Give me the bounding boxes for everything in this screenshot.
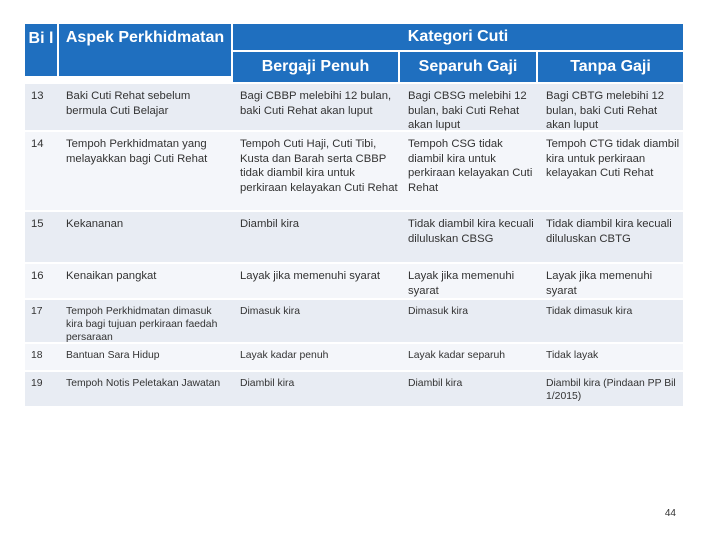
cell-aspek: Kekananan	[66, 218, 124, 230]
table-row-19	[25, 372, 683, 406]
table-row-16	[25, 264, 683, 298]
cell-aspek: Tempoh Perkhidmatan yang melayakkan bagi Cuti Rehat	[66, 138, 208, 165]
table-row-17	[25, 300, 683, 342]
header-bil-label: Bi l	[28, 30, 54, 47]
cell-tanpa-gaji: Tidak dimasuk kira	[546, 306, 633, 317]
cell-separuh-gaji: Tidak diambil kira kecuali diluluskan CBSG	[408, 218, 534, 245]
cell-bergaji-penuh: Tempoh Cuti Haji, Cuti Tibi, Kusta dan Barah serta CBBP tidak diambil kira untuk perkiraan kelayakan Cuti Rehat	[240, 138, 398, 194]
cell-bergaji-penuh: Dimasuk kira	[240, 306, 301, 317]
cell-separuh-gaji: Bagi CBSG melebihi 12 bulan, baki Cuti Rehat akan luput	[408, 90, 527, 131]
cell-tanpa-gaji: Diambil kira (Pindaan PP Bil 1/2015)	[546, 378, 676, 402]
cell-bil: 19	[31, 378, 43, 389]
cell-aspek: Tempoh Notis Peletakan Jawatan	[66, 378, 221, 389]
cell-aspek: Bantuan Sara Hidup	[66, 350, 160, 361]
cell-bergaji-penuh: Bagi CBBP melebihi 12 bulan, baki Cuti Rehat akan luput	[240, 90, 392, 117]
header-kategori-cuti	[233, 24, 683, 50]
table-row-14	[25, 132, 683, 210]
cell-bergaji-penuh: Layak kadar penuh	[240, 350, 329, 361]
header-aspek	[59, 24, 231, 76]
header-bil	[25, 24, 57, 76]
table-row-15	[25, 212, 683, 262]
header-aspek-label: Aspek Perkhidmatan	[65, 29, 225, 46]
header-bergaji-penuh	[233, 52, 398, 82]
table-row-13	[25, 84, 683, 130]
page-number: 44	[664, 508, 676, 519]
cell-tanpa-gaji: Tempoh CTG tidak diambil kira untuk perkiraan kelayakan Cuti Rehat	[546, 138, 680, 179]
cell-tanpa-gaji: Tidak layak	[546, 350, 599, 361]
cell-bergaji-penuh: Diambil kira	[240, 378, 295, 389]
cell-bil: 18	[31, 350, 43, 361]
cell-bil: 14	[31, 138, 44, 150]
header-separuh-gaji	[400, 52, 536, 82]
header-tanpa-gaji-label: Tanpa Gaji	[570, 58, 651, 75]
cell-aspek: Kenaikan pangkat	[66, 270, 157, 282]
header-tanpa-gaji	[538, 52, 683, 82]
cell-bil: 16	[31, 270, 44, 282]
cell-bergaji-penuh: Layak jika memenuhi syarat	[240, 270, 381, 282]
cell-separuh-gaji: Dimasuk kira	[408, 306, 469, 317]
cell-separuh-gaji: Tempoh CSG tidak diambil kira untuk perkiraan kelayakan Cuti Rehat	[408, 138, 533, 194]
cell-tanpa-gaji: Layak jika memenuhi syarat	[546, 270, 653, 297]
cell-bil: 17	[31, 306, 43, 317]
cell-separuh-gaji: Layak jika memenuhi syarat	[408, 270, 515, 297]
cell-separuh-gaji: Layak kadar separuh	[408, 350, 506, 361]
cell-separuh-gaji: Diambil kira	[408, 378, 463, 389]
cell-tanpa-gaji: Tidak diambil kira kecuali diluluskan CBTG	[546, 218, 672, 245]
cell-aspek: Tempoh Perkhidmatan dimasuk kira bagi tujuan perkiraan faedah persaraan	[66, 306, 218, 343]
header-bergaji-penuh-label: Bergaji Penuh	[261, 58, 370, 75]
cell-aspek: Baki Cuti Rehat sebelum bermula Cuti Belajar	[66, 90, 191, 117]
cell-bil: 13	[31, 90, 44, 102]
header-separuh-gaji-label: Separuh Gaji	[418, 58, 518, 75]
cell-bil: 15	[31, 218, 44, 230]
header-kategori-label: Kategori Cuti	[407, 28, 509, 45]
cell-bergaji-penuh: Diambil kira	[240, 218, 300, 230]
cell-tanpa-gaji: Bagi CBTG melebihi 12 bulan, baki Cuti Rehat akan luput	[546, 90, 665, 131]
table-row-18	[25, 344, 683, 370]
